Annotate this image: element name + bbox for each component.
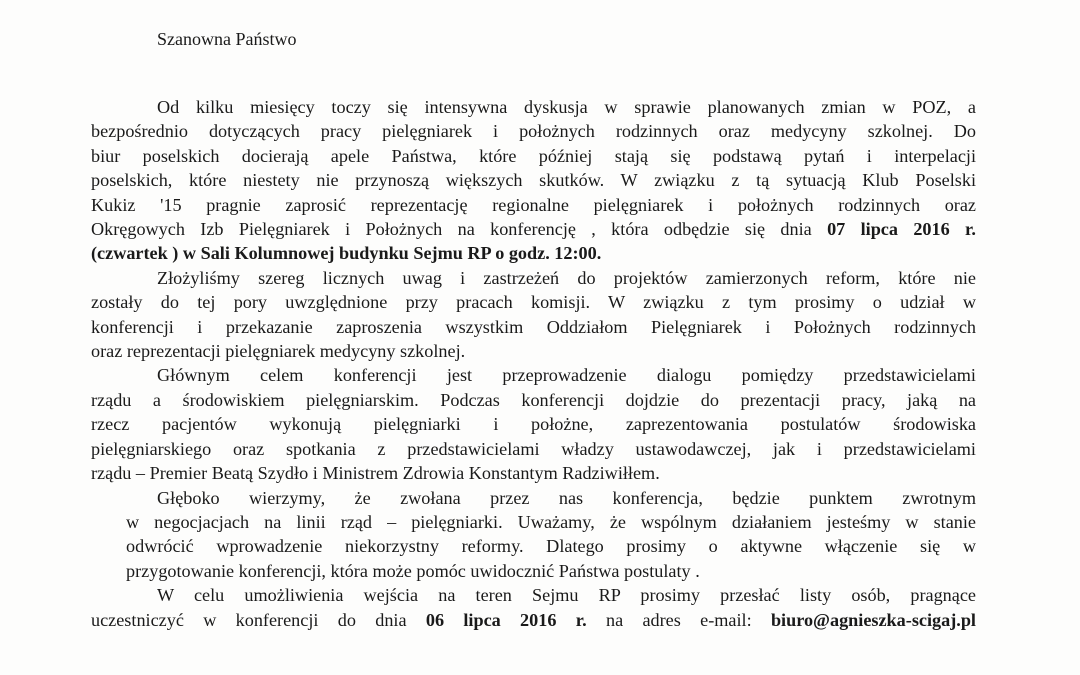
paragraph-line — [91, 608, 976, 632]
paragraph-line: Kukiz '15 pragnie zaprosić reprezentację regionalne pielęgniarek i położnych rodzinnych oraz — [91, 194, 976, 215]
contact-email[interactable]: biuro@agnieszka-scigaj.pl — [770, 609, 976, 630]
paragraph-line: rządu – Premier Beatą Szydło i Ministrem Zdrowia Konstantym Radziwiłłem. — [91, 463, 660, 484]
paragraph-line: W celu umożliwienia wejścia na teren Sejmu RP prosimy przesłać listy osób, pragnące — [157, 585, 976, 606]
paragraph-text: uczestniczyć w konferencji do dnia — [91, 609, 426, 630]
paragraph-line: rzecz pacjentów wykonują pielęgniarki i położne, zaprezentowania postulatów środowiska — [91, 414, 976, 435]
paragraph-line: w negocjacjach na linii rząd – pielęgniarki. Uważamy, że wspólnym działaniem jesteśmy w stanie — [126, 511, 976, 532]
paragraph-line: poselskich, które niestety nie przynoszą większych skutków. W związku z tą sytuacją Klub Poselski — [91, 170, 976, 191]
paragraph-line: bezpośrednio dotyczących pracy pielęgniarek i położnych rodzinnych oraz medycyny szkolnej. Do — [91, 121, 976, 142]
paragraph-line — [91, 241, 976, 265]
paragraph-line — [91, 217, 976, 241]
paragraph-line: Głęboko wierzymy, że zwołana przez nas konferencja, będzie punktem zwrotnym — [157, 487, 976, 508]
salutation: Szanowna Państwo — [157, 29, 297, 49]
paragraph-line: Złożyliśmy szereg licznych uwag i zastrzeżeń do projektów zamierzonych reform, które nie — [157, 267, 976, 288]
paragraph-line: biur poselskich docierają apele Państwa, które później stają się podstawą pytań i interpelacji — [91, 145, 976, 166]
paragraph-text: Okręgowych Izb Pielęgniarek i Położnych na konferencję , która odbędzie się dnia — [91, 219, 828, 240]
paragraph-4 — [91, 486, 976, 584]
paragraph-2 — [91, 266, 976, 364]
paragraph-text: na adres e-mail: — [586, 609, 771, 630]
paragraph-line: oraz reprezentacji pielęgniarek medycyny szkolnej. — [91, 341, 466, 362]
paragraph-line: zostały do tej pory uwzględnione przy pracach komisji. W związku z tym prosimy o udział w — [91, 292, 976, 313]
conference-venue: (czwartek ) w Sali Kolumnowej budynku Sejmu RP o godz. 12:00. — [91, 243, 602, 264]
paragraph-line: Głównym celem konferencji jest przeprowadzenie dialogu pomiędzy przedstawicielami — [157, 365, 976, 386]
paragraph-3 — [91, 363, 976, 485]
paragraph-line: pielęgniarskiego oraz spotkania z przedstawicielami władzy ustawodawczej, jak i przedstawicielami — [91, 438, 976, 459]
conference-date: 07 lipca 2016 r. — [827, 219, 976, 240]
paragraph-line: konferencji i przekazanie zaproszenia wszystkim Oddziałom Pielęgniarek i Położnych rodzinnych — [91, 316, 976, 337]
paragraph-1 — [91, 95, 976, 266]
paragraph-line: przygotowanie konferencji, która może pomóc uwidocznić Państwa postulaty . — [126, 560, 700, 581]
paragraph-line: odwrócić wprowadzenie niekorzystny reformy. Dlatego prosimy o aktywne włączenie się w — [126, 536, 976, 557]
deadline-date: 06 lipca 2016 r. — [425, 609, 587, 630]
paragraph-line: Od kilku miesięcy toczy się intensywna dyskusja w sprawie planowanych zmian w POZ, a — [157, 97, 976, 117]
paragraph-5 — [91, 583, 976, 632]
paragraph-line: rządu a środowiskiem pielęgniarskim. Podczas konferencji dojdzie do prezentacji pracy, jaką na — [91, 389, 976, 410]
letter-body — [91, 95, 976, 632]
